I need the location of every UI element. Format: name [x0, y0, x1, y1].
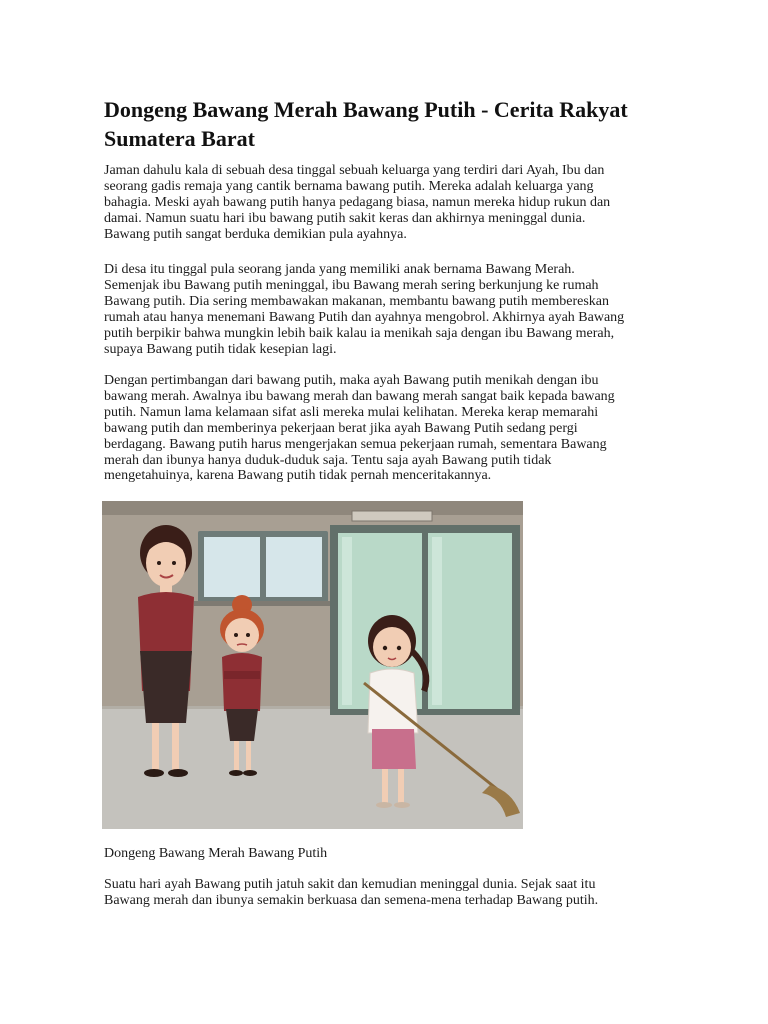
text-line: Bawang putih. Dia sering membawakan makanan, membantu bawang putih membereskan: [104, 293, 610, 309]
text-line: berdagang. Bawang putih harus mengerjakan semua pekerjaan rumah, sementara Bawang: [104, 436, 607, 452]
document-title: [104, 95, 664, 153]
paragraph-3: [104, 373, 664, 484]
text-line: damai. Namun suatu hari ibu bawang putih sakit keras dan akhirnya meninggal dunia.: [104, 210, 586, 226]
floor: [102, 706, 523, 829]
text-line: Semenjak ibu Bawang putih meninggal, ibu Bawang merah sering berkunjung ke rumah: [104, 277, 599, 293]
paragraph-1: [104, 163, 664, 243]
window: [194, 531, 332, 606]
paragraph-2: [104, 262, 664, 357]
text-line: Di desa itu tinggal pula seorang janda yang memiliki anak bernama Bawang Merah.: [104, 262, 575, 277]
title-line: Sumatera Barat: [104, 126, 255, 151]
text-line: Jaman dahulu kala di sebuah desa tinggal sebuah keluarga yang terdiri dari Ayah, Ibu dan: [104, 163, 605, 178]
text-line: Suatu hari ayah Bawang putih jatuh sakit dan kemudian meninggal dunia. Sejak saat itu: [104, 877, 596, 892]
wall-vent: [352, 511, 432, 521]
story-illustration: [102, 501, 523, 829]
text-line: seorang gadis remaja yang cantik bernama bawang putih. Mereka adalah keluarga yang: [104, 178, 594, 194]
wall-top-band: [102, 501, 523, 515]
illustration-svg: [102, 501, 523, 829]
text-line: bawang putih dan memberinya pekerjaan berat jika ayah Bawang Putih sedang pergi: [104, 420, 578, 436]
text-line: Bawang putih sangat berduka demikian pula ayahnya.: [104, 226, 407, 242]
text-line: Dengan pertimbangan dari bawang putih, maka ayah Bawang putih menikah dengan ibu: [104, 373, 599, 388]
text-line: mengetahuinya, karena Bawang putih tidak pernah menceritakannya.: [104, 468, 492, 484]
text-line: bawang merah. Awalnya ibu bawang merah dan bawang merah sangat baik kepada bawang: [104, 388, 615, 404]
text-line: supaya Bawang putih tidak kesepian lagi.: [104, 341, 337, 357]
image-caption: Dongeng Bawang Merah Bawang Putih: [104, 846, 328, 861]
text-line: bahagia. Meski ayah bawang putih hanya pedagang biasa, namun mereka hidup rukun dan: [104, 194, 611, 210]
text-line: putih berpikir bahwa mungkin lebih baik kalau ia menikah saja dengan ibu Bawang merah,: [104, 325, 615, 341]
text-line: merah dan ibunya hanya duduk-duduk saja. Tentu saja ayah Bawang putih tidak: [104, 452, 552, 468]
text-line: putih. Namun lama kelamaan sifat asli mereka mulai kelihatan. Mereka kerap memarahi: [104, 404, 599, 420]
text-line: rumah atau hanya menemani Bawang Putih dan ayahnya mengobrol. Akhirnya ayah Bawang: [104, 309, 625, 325]
paragraph-4: [104, 877, 664, 909]
text-line: Bawang merah dan ibunya semakin berkuasa dan semena-mena terhadap Bawang putih.: [104, 892, 599, 908]
title-line: Dongeng Bawang Merah Bawang Putih - Cerita Rakyat: [104, 97, 628, 122]
